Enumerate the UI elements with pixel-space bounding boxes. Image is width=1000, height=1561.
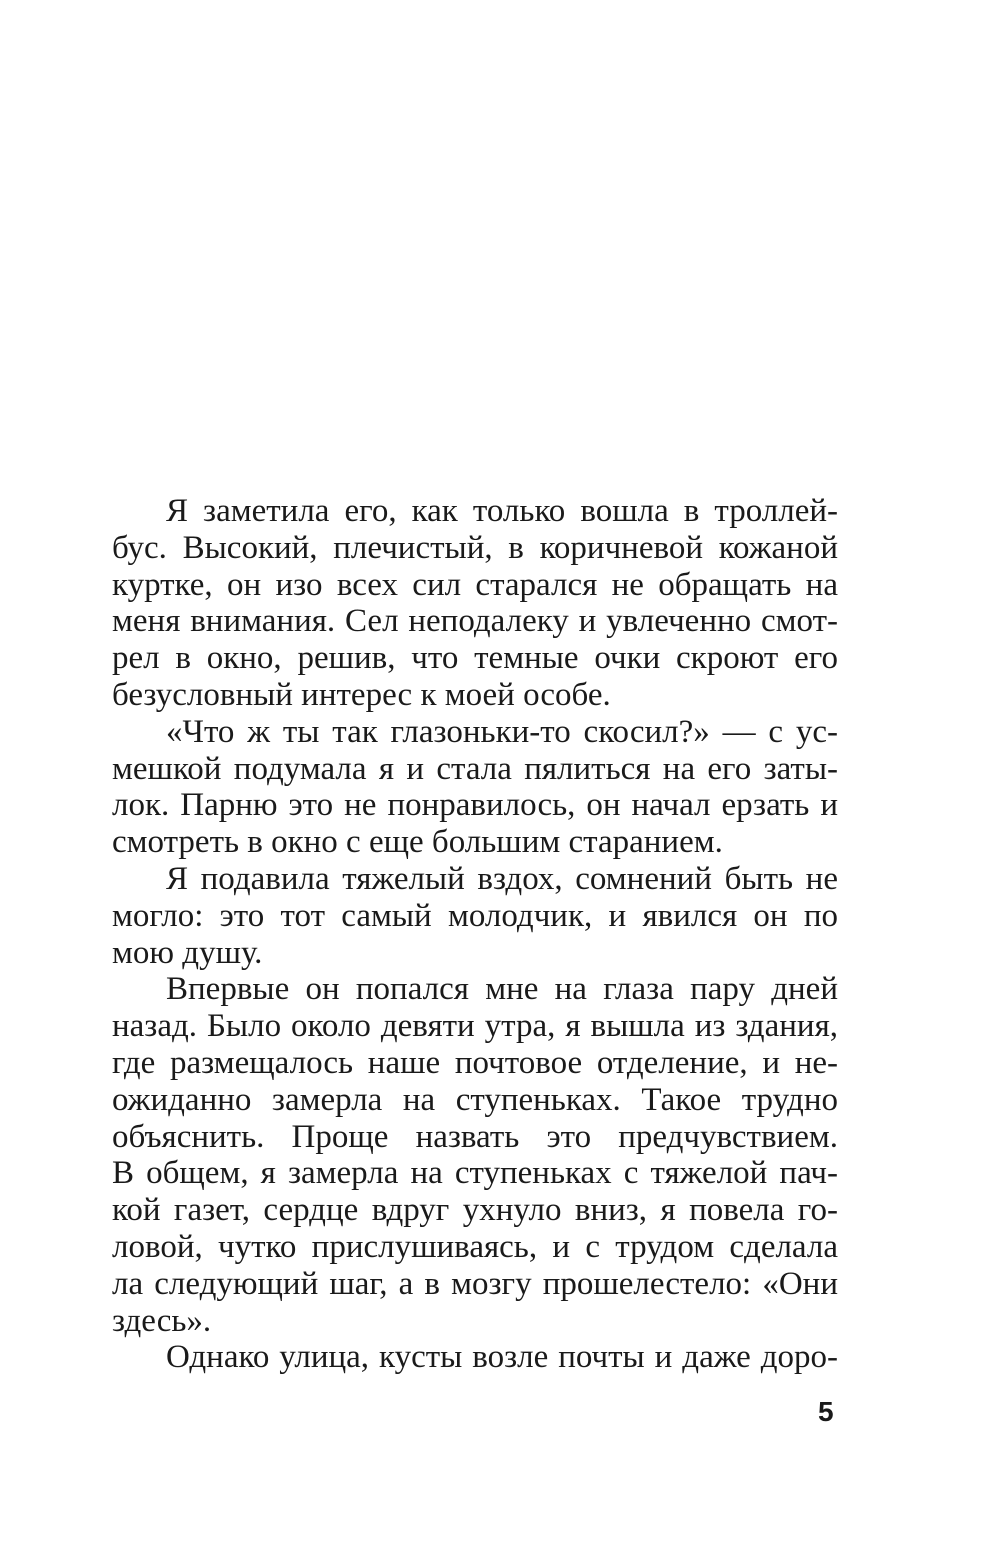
text-line: «Что ж ты так глазоньки-то скосил?» — с ус- (166, 713, 838, 750)
text-line: смотреть в окно с еще большим старанием. (112, 824, 723, 861)
text-line: бус. Высокий, плечистый, в коричневой кожаной (112, 529, 838, 566)
text-line: меня внимания. Сел неподалеку и увлеченно смот- (112, 603, 838, 640)
text-line: кой газет, сердце вдруг ухнуло вниз, я повела го- (112, 1192, 838, 1229)
body-text (112, 493, 838, 1376)
text-line: здесь». (112, 1302, 212, 1339)
text-line: безусловный интерес к моей особе. (112, 676, 611, 713)
text-line: назад. Было около девяти утра, я вышла из здания, (112, 1008, 838, 1045)
text-line: лок. Парню это не понравилось, он начал ерзать и (112, 787, 838, 824)
text-line: В общем, я замерла на ступеньках с тяжелой пач- (112, 1155, 838, 1192)
text-line: мешкой подумала я и стала пялиться на его заты- (112, 750, 838, 787)
text-line: куртке, он изо всех сил старался не обращать на (112, 566, 838, 603)
text-line: Впервые он попался мне на глаза пару дней (166, 971, 838, 1008)
text-line: Я заметила его, как только вошла в троллей- (166, 493, 838, 529)
text-line: ожиданно замерла на ступеньках. Такое трудно (112, 1081, 838, 1118)
text-line: Однако улица, кусты возле почты и даже доро- (166, 1339, 838, 1376)
page-number: 5 (818, 1396, 834, 1427)
text-line: Я подавила тяжелый вздох, сомнений быть не (166, 860, 838, 897)
text-line: рел в окно, решив, что темные очки скроют его (112, 640, 838, 677)
text-line: ла следующий шаг, а в мозгу прошелестело: «Они (112, 1265, 838, 1302)
text-line: мою душу. (112, 934, 263, 971)
text-line: могло: это тот самый молодчик, и явился он по (112, 897, 838, 934)
text-line: объяснить. Проще назвать это предчувствием. (112, 1118, 838, 1155)
text-line: ловой, чутко прислушиваясь, и с трудом сделала (112, 1228, 838, 1265)
text-line: где размещалось наше почтовое отделение, и не- (112, 1044, 838, 1081)
